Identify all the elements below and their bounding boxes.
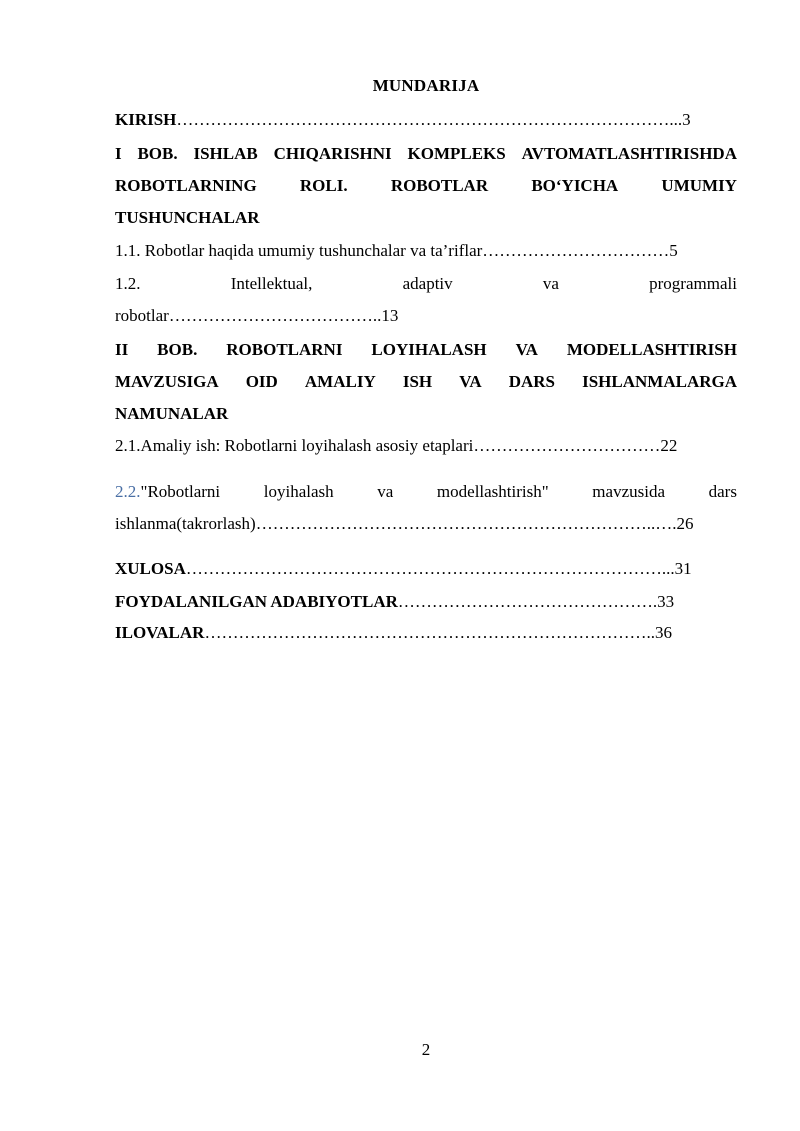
toc-entry-label: KIRISH	[115, 110, 177, 129]
toc-word: LOYIHALASH	[371, 340, 487, 359]
toc-word: ROBOTLAR	[390, 176, 489, 195]
toc-word: MAVZUSIGA	[115, 372, 219, 391]
toc-chapter-1-line-1	[115, 141, 737, 167]
toc-word: dars	[708, 482, 737, 501]
toc-entry-1-1	[115, 238, 737, 264]
toc-word: ROBOTLARNI	[226, 340, 343, 359]
toc-word: 1.2.	[115, 274, 141, 293]
toc-word: VA	[515, 340, 538, 359]
toc-page-number: 33	[657, 592, 675, 611]
toc-chapter-1-line-2	[115, 173, 737, 199]
toc-page-number: 13	[381, 306, 399, 325]
toc-word: va	[542, 274, 559, 293]
toc-word: ROBOTLARNING	[115, 176, 257, 195]
toc-entry-foydalanilgan-adabiyotlar	[115, 589, 737, 615]
toc-entry-label: ishlanma(takrorlash)	[115, 514, 256, 533]
toc-title: MUNDARIJA	[372, 76, 480, 95]
toc-word: Intellektual,	[230, 274, 313, 293]
toc-page-number: 3	[682, 110, 691, 129]
toc-entry-2-2-line-1	[115, 479, 737, 505]
toc-entry-2-2-line-2	[115, 511, 737, 537]
toc-leader-dots: ……………………………	[473, 436, 661, 455]
toc-word: OID	[245, 372, 278, 391]
toc-page-number: 26	[676, 514, 694, 533]
toc-entry-label: XULOSA	[115, 559, 186, 578]
toc-entry-kirish	[115, 107, 737, 133]
toc-word: MODELLASHTIRISH	[566, 340, 737, 359]
toc-entry-1-2-line-2	[115, 303, 737, 329]
toc-entry-label: FOYDALANILGAN ADABIYOTLAR	[115, 592, 398, 611]
toc-page-number: 5	[669, 241, 678, 260]
toc-word: UMUMIY	[661, 176, 737, 195]
toc-word: BO‘YICHA	[531, 176, 619, 195]
toc-word: AMALIY	[304, 372, 376, 391]
toc-page-number: 31	[674, 559, 692, 578]
toc-leader-dots: ……………………………………………………………………..	[204, 623, 655, 642]
toc-word: DARS	[508, 372, 555, 391]
toc-word: va	[377, 482, 394, 501]
toc-word	[115, 479, 220, 505]
toc-word: programmali	[649, 274, 737, 293]
toc-page-number: 36	[654, 623, 672, 642]
toc-chapter-2-line-3: NAMUNALAR	[115, 404, 229, 423]
toc-entry-label: 2.1.Amaliy ish: Robotlarni loyihalash asosiy etaplari	[115, 436, 474, 455]
toc-word: BOB.	[137, 144, 178, 163]
toc-page-number: 22	[660, 436, 678, 455]
toc-word: mavzusida	[592, 482, 665, 501]
toc-word: VA	[459, 372, 482, 391]
toc-word: ISHLAB	[193, 144, 258, 163]
toc-word: BOB.	[157, 340, 198, 359]
toc-leader-dots: …………………………………………………………………………...	[185, 559, 675, 578]
toc-leader-dots: ……………………………………………………………………………...	[176, 110, 683, 129]
toc-word: ISH	[402, 372, 433, 391]
toc-word: ISHLANMALARGA	[582, 372, 737, 391]
toc-leader-dots: ………………………………..	[168, 306, 382, 325]
toc-word: AVTOMATLASHTIRISHDA	[521, 144, 737, 163]
toc-chapter-1-line-3: TUSHUNCHALAR	[115, 208, 260, 227]
toc-chapter-2-line-2	[115, 369, 737, 395]
toc-word: modellashtirish"	[436, 482, 549, 501]
toc-entry-xulosa	[115, 556, 737, 582]
toc-entry-label: ILOVALAR	[115, 623, 205, 642]
toc-leader-dots: ……………………………………………………………..….	[255, 514, 677, 533]
toc-word: adaptiv	[402, 274, 453, 293]
toc-leader-dots: ……………………………	[482, 241, 670, 260]
toc-entry-ilovalar	[115, 620, 737, 646]
toc-word: ROLI.	[299, 176, 348, 195]
toc-entry-1-2-line-1	[115, 271, 737, 297]
toc-entry-2-1	[115, 433, 737, 459]
toc-word: KOMPLEKS	[407, 144, 506, 163]
toc-entry-label: 1.1. Robotlar haqida umumiy tushunchalar va ta’riflar	[115, 241, 483, 260]
toc-entry-label: robotlar	[115, 306, 169, 325]
toc-word: I	[115, 144, 122, 163]
toc-leader-dots: ……………………………………….	[397, 592, 658, 611]
page-number: 2	[421, 1040, 431, 1059]
toc-word: CHIQARISHNI	[273, 144, 392, 163]
toc-section-number: 2.2.	[115, 482, 141, 501]
toc-word: loyihalash	[263, 482, 334, 501]
toc-chapter-2-line-1	[115, 337, 737, 363]
toc-word-text: "Robotlarni	[140, 482, 221, 501]
toc-word: II	[115, 340, 129, 359]
